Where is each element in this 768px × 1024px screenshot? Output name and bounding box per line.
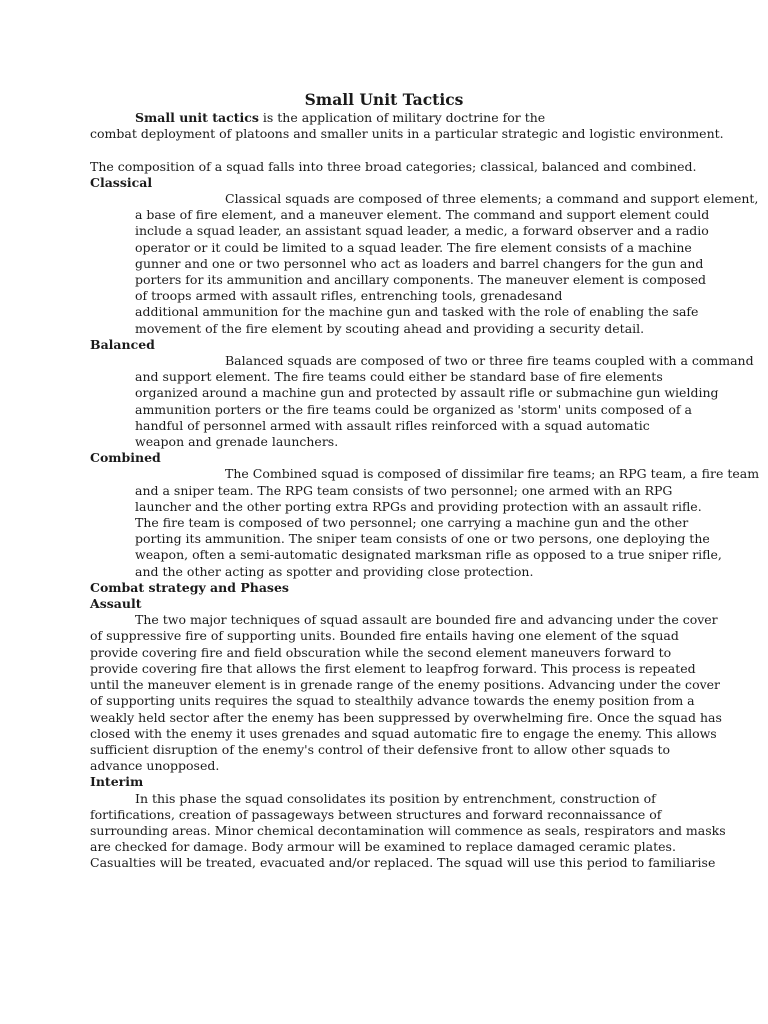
heading-classical: Classical: [90, 174, 153, 190]
combined-text-line: and the other acting as spotter and providing close protection.: [135, 563, 534, 579]
interim-text-line: fortifications, creation of passageways between structures and forward reconnaissance of: [90, 806, 662, 822]
heading-interim: Interim: [90, 774, 144, 790]
combined-text-line: weapon, often a semi-automatic designated marksman rifle as opposed to a true sniper rifle,: [135, 547, 722, 563]
assault-text-line: until the maneuver element is in grenade range of the enemy positions. Advancing under the cover: [90, 677, 721, 693]
classical-text-line: additional ammunition for the machine gun and tasked with the role of enabling the safe: [135, 304, 699, 320]
classical-text-line: include a squad leader, an assistant squad leader, a medic, a forward observer and a radio: [135, 223, 709, 239]
classical-text-line: Classical squads are composed of three elements; a command and support element,: [225, 191, 759, 206]
intro-text: is the application of military doctrine for the: [258, 110, 546, 125]
classical-text-line: porters for its ammunition and ancillary components. The maneuver element is composed: [135, 272, 707, 288]
combined-text-line: launcher and the other porting extra RPGs and providing protection with an assault rifle.: [135, 498, 702, 514]
assault-text-line: The two major techniques of squad assault are bounded fire and advancing under the cover: [135, 612, 718, 628]
combined-text-line: The fire team is composed of two personnel; one carrying a machine gun and the other: [135, 515, 689, 531]
intro-line-1: [90, 110, 690, 126]
assault-text-line: advance unopposed.: [90, 758, 220, 774]
classical-text-line: movement of the fire element by scouting ahead and providing a security detail.: [135, 320, 645, 336]
heading-combat-strategy: Combat strategy and Phases: [90, 579, 289, 595]
heading-balanced: Balanced: [90, 336, 155, 352]
intro-line-2: combat deployment of platoons and smaller units in a particular strategic and logistic environment.: [90, 126, 724, 142]
balanced-paragraph: [90, 353, 754, 450]
combined-paragraph: [90, 466, 760, 579]
assault-paragraph: [90, 612, 722, 774]
assault-text-line: of suppressive fire of supporting units. Bounded fire entails having one element of the squad: [90, 628, 679, 644]
balanced-text-line: and support element. The fire teams could either be standard base of fire elements: [135, 369, 663, 385]
interim-text-line: Casualties will be treated, evacuated and/or replaced. The squad will use this period to familiarise: [90, 855, 716, 871]
interim-text-line: In this phase the squad consolidates its position by entrenchment, construction of: [135, 790, 656, 806]
assault-text-line: weakly held sector after the enemy has been suppressed by overwhelming fire. Once the squad has: [90, 709, 722, 725]
document-body: [90, 110, 760, 872]
balanced-text-line: weapon and grenade launchers.: [135, 434, 339, 450]
composition-text: The composition of a squad falls into three broad categories; classical, balanced and combined.: [90, 158, 697, 174]
interim-text-line: are checked for damage. Body armour will be examined to replace damaged ceramic plates.: [90, 839, 676, 855]
combined-text-line: The Combined squad is composed of dissimilar fire teams; an RPG team, a fire team: [225, 466, 760, 482]
balanced-text-line: handful of personnel armed with assault rifles reinforced with a squad automatic: [135, 417, 650, 433]
classical-text-line: operator or it could be limited to a squad leader. The fire element consists of a machine: [135, 239, 692, 255]
combined-text-line: and a sniper team. The RPG team consists of two personnel; one armed with an RPG: [135, 482, 673, 498]
classical-paragraph: [90, 191, 759, 337]
heading-combined: Combined: [90, 450, 161, 466]
classical-text-line: a base of fire element, and a maneuver element. The command and support element could: [135, 207, 710, 223]
assault-text-line: closed with the enemy it uses grenades and squad automatic fire to engage the enemy. This allows: [90, 725, 717, 741]
interim-text-line: surrounding areas. Minor chemical decontamination will commence as seals, respirators and masks: [90, 822, 726, 838]
balanced-text-line: ammunition porters or the fire teams could be organized as 'storm' units composed of a: [135, 401, 692, 417]
intro-bold-term: Small unit tactics: [135, 110, 259, 125]
combined-text-line: porting its ammunition. The sniper team consists of one or two persons, one deploying the: [135, 531, 710, 547]
balanced-text-line: organized around a machine gun and protected by assault rifle or submachine gun wielding: [135, 385, 719, 401]
classical-text-line: gunner and one or two personnel who act as loaders and barrel changers for the gun and: [135, 255, 704, 271]
assault-text-line: provide covering fire that allows the first element to leapfrog forward. This process is repeated: [90, 660, 696, 676]
page-title: Small Unit Tactics: [304, 90, 464, 109]
assault-text-line: provide covering fire and field obscuration while the second element maneuvers forward to: [90, 644, 672, 660]
interim-paragraph: [90, 790, 726, 872]
assault-text-line: of supporting units requires the squad to stealthily advance towards the enemy position from a: [90, 693, 695, 709]
assault-text-line: sufficient disruption of the enemy's control of their defensive front to allow other squads to: [90, 741, 671, 757]
heading-assault: Assault: [90, 596, 142, 612]
balanced-text-line: Balanced squads are composed of two or three fire teams coupled with a command: [225, 353, 754, 369]
paragraph-gap: [90, 142, 690, 158]
classical-text-line: of troops armed with assault rifles, entrenching tools, grenadesand: [135, 288, 563, 304]
